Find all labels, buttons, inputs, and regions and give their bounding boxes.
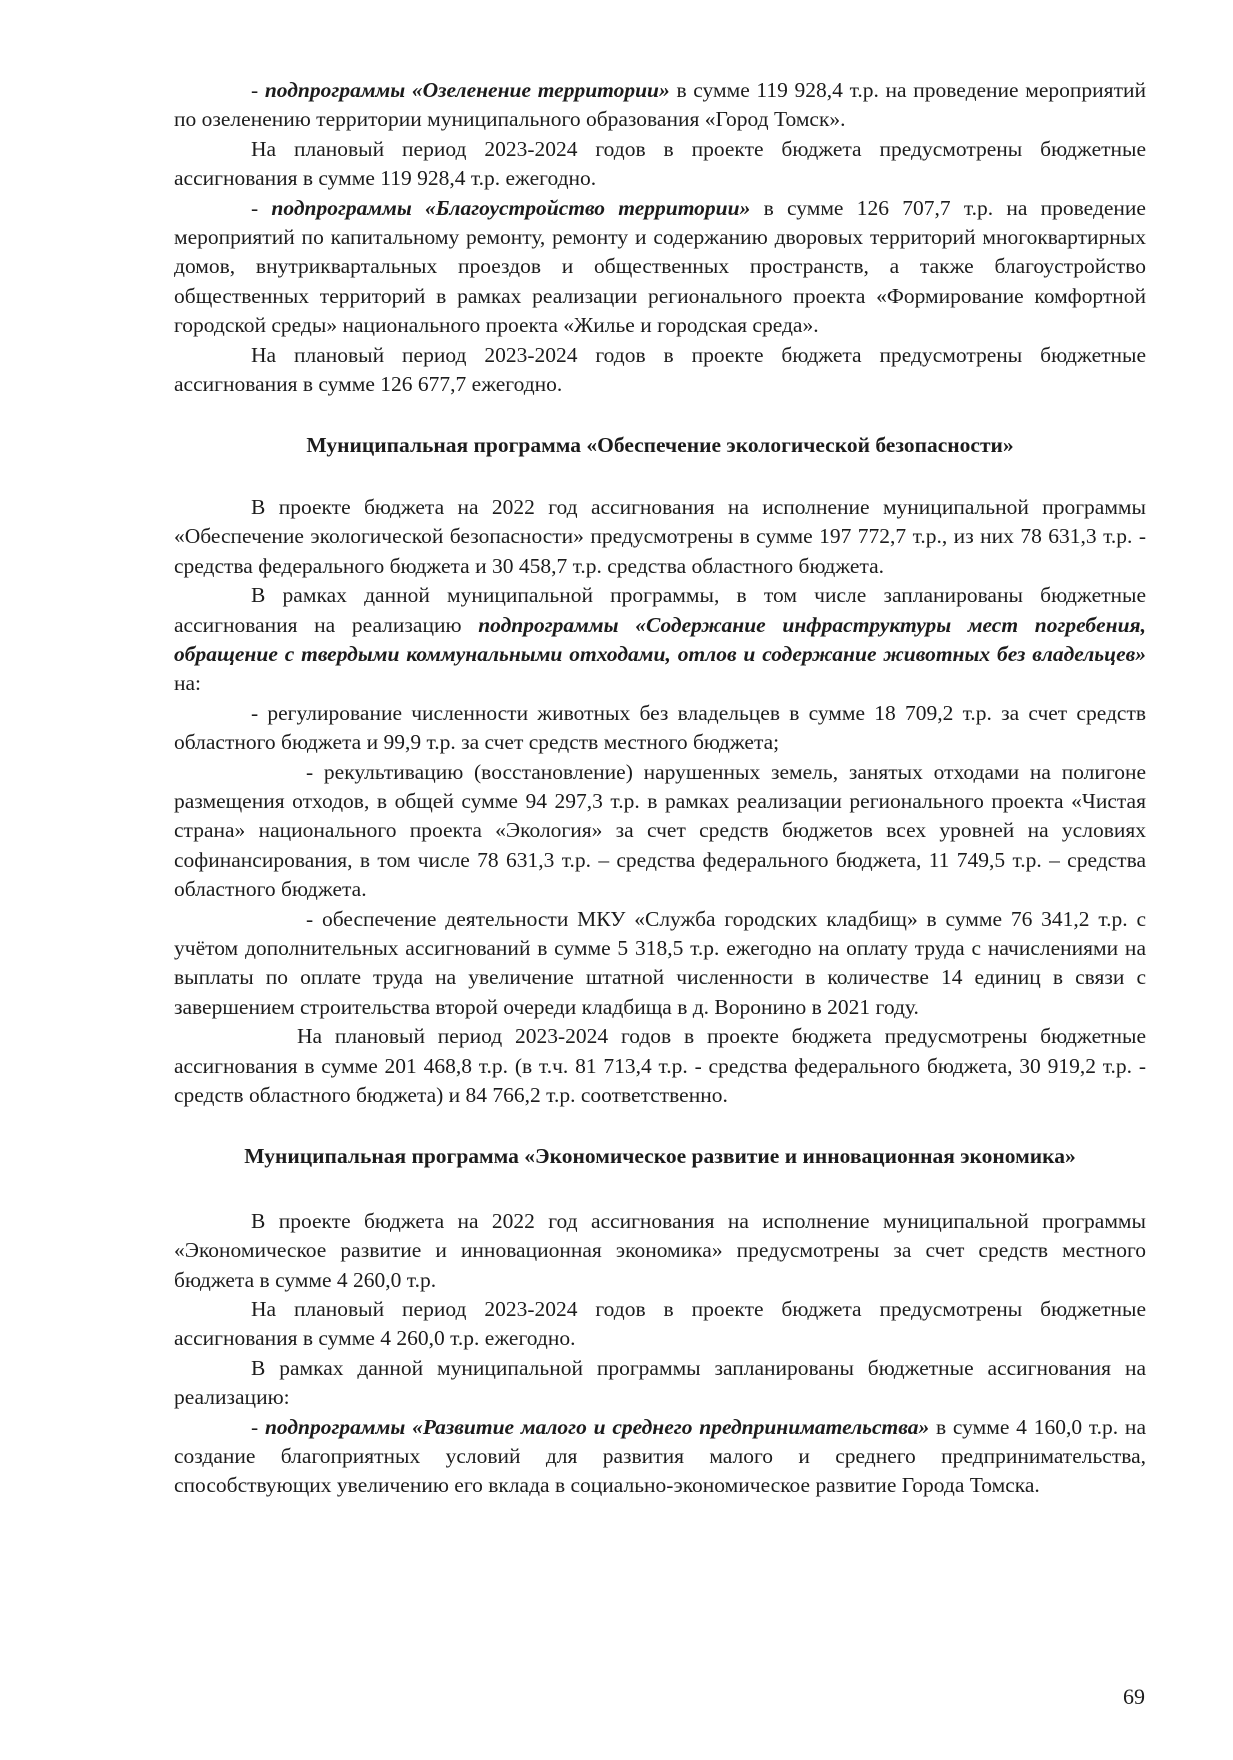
paragraph-economy-budget: В проекте бюджета на 2022 год ассигнования на исполнение муниципальной программы «Экономическое развитие и инновационная экономика» предусмотрены за счет средств местного бюджета в сумме 4 260,0 т.р. bbox=[174, 1208, 1146, 1292]
paragraph-landscaping-planned: На плановый период 2023-2024 годов в проекте бюджета предусмотрены бюджетные ассигнования в сумме 126 677,7 ежегодно. bbox=[174, 342, 1146, 397]
list-item-cemetery-service: - обеспечение деятельности МКУ «Служба городских кладбищ» в сумме 76 341,2 т.р. с учётом дополнительных ассигнований в сумме 5 318,5 т.р. ежегодно на оплату труда с начислениями на выплаты по оплате труда на увеличение штатной численности в количестве 14 единиц в связи с завершением строительства второй очереди кладбища в д. Воронино в 2021 году. bbox=[174, 906, 1146, 1019]
paragraph-landscaping-subprogram: - подпрограммы «Благоустройство территории» в сумме 126 707,7 т.р. на проведение мероприятий по капитальному ремонту, ремонту и содержанию дворовых территорий многоквартирных домов, внутриквартальных проездов и общественных пространств, а также благоустройство общественных территорий в рамках реализации регионального проекта «Формирование комфортной городской среды» национального проекта «Жилье и городская среда». bbox=[174, 195, 1146, 338]
subprogram-title-landscaping: подпрограммы «Благоустройство территории» bbox=[271, 195, 751, 220]
section-heading-ecology: Муниципальная программа «Обеспечение экологической безопасности» bbox=[306, 433, 1014, 458]
subprogram-title-greening: подпрограммы «Озеленение территории» bbox=[264, 78, 670, 102]
list-item-animal-control: - регулирование численности животных без владельцев в сумме 18 709,2 т.р. за счет средств областного бюджета и 99,9 т.р. за счет средств местного бюджета; bbox=[174, 700, 1146, 755]
subprogram-title-business: подпрограммы «Развитие малого и среднего предпринимательства» bbox=[264, 1414, 930, 1439]
list-item-land-recultivation: - рекультивацию (восстановление) нарушенных земель, занятых отходами на полигоне размещения отходов, в общей сумме 94 297,3 т.р. в рамках реализации регионального проекта «Чистая страна» национального проекта «Экология» за счет средств бюджетов всех уровней на условиях софинансирования, в том числе 78 631,3 т.р. – средства федерального бюджета, 11 749,5 т.р. – средства областного бюджета. bbox=[174, 759, 1146, 902]
paragraph-ecology-planned: На плановый период 2023-2024 годов в проекте бюджета предусмотрены бюджетные ассигнования в сумме 201 468,8 т.р. (в т.ч. 81 713,4 т.р. - средства федерального бюджета, 30 919,2 т.р. - средств областного бюджета) и 84 766,2 т.р. соответственно. bbox=[174, 1024, 1146, 1107]
paragraph-business-subprogram: - подпрограммы «Развитие малого и среднего предпринимательства» в сумме 4 160,0 т.р. на создание благоприятных условий для развития малого и среднего предпринимательства, способствующих увеличению его вклада в социально-экономическое развитие Города Томска. bbox=[174, 1414, 1146, 1498]
paragraph-greening-subprogram: - подпрограммы «Озеленение территории» в сумме 119 928,4 т.р. на проведение мероприятий по озеленению территории муниципального образования «Город Томск». bbox=[174, 78, 1146, 132]
paragraph-economy-intro: В рамках данной муниципальной программы запланированы бюджетные ассигнования на реализацию: bbox=[174, 1355, 1146, 1410]
paragraph-ecology-subprogram: В рамках данной муниципальной программы, в том числе запланированы бюджетные ассигнования на реализацию подпрограммы «Содержание инфраструктуры мест погребения, обращение с твердыми коммунальными отходами, отлов и содержание животных без владельцев» на: bbox=[174, 583, 1147, 696]
document-body bbox=[174, 76, 1146, 1501]
page-number: 69 bbox=[1123, 1684, 1145, 1709]
subprogram-title-infrastructure: подпрограммы «Содержание инфраструктуры мест погребения, обращение с твердыми коммунальными отходами, отлов и содержание животных без владельцев» bbox=[174, 612, 1147, 666]
section-heading-economy: Муниципальная программа «Экономическое развитие и инновационная экономика» bbox=[244, 1144, 1076, 1169]
paragraph-greening-planned: На плановый период 2023-2024 годов в проекте бюджета предусмотрены бюджетные ассигнования в сумме 119 928,4 т.р. ежегодно. bbox=[174, 136, 1146, 191]
paragraph-economy-planned: На плановый период 2023-2024 годов в проекте бюджета предусмотрены бюджетные ассигнования в сумме 4 260,0 т.р. ежегодно. bbox=[174, 1297, 1146, 1351]
paragraph-ecology-budget: В проекте бюджета на 2022 год ассигнования на исполнение муниципальной программы «Обеспечение экологической безопасности» предусмотрены в сумме 197 772,7 т.р., из них 78 631,3 т.р. - средства федерального бюджета и 30 458,7 т.р. средства областного бюджета. bbox=[174, 494, 1146, 578]
